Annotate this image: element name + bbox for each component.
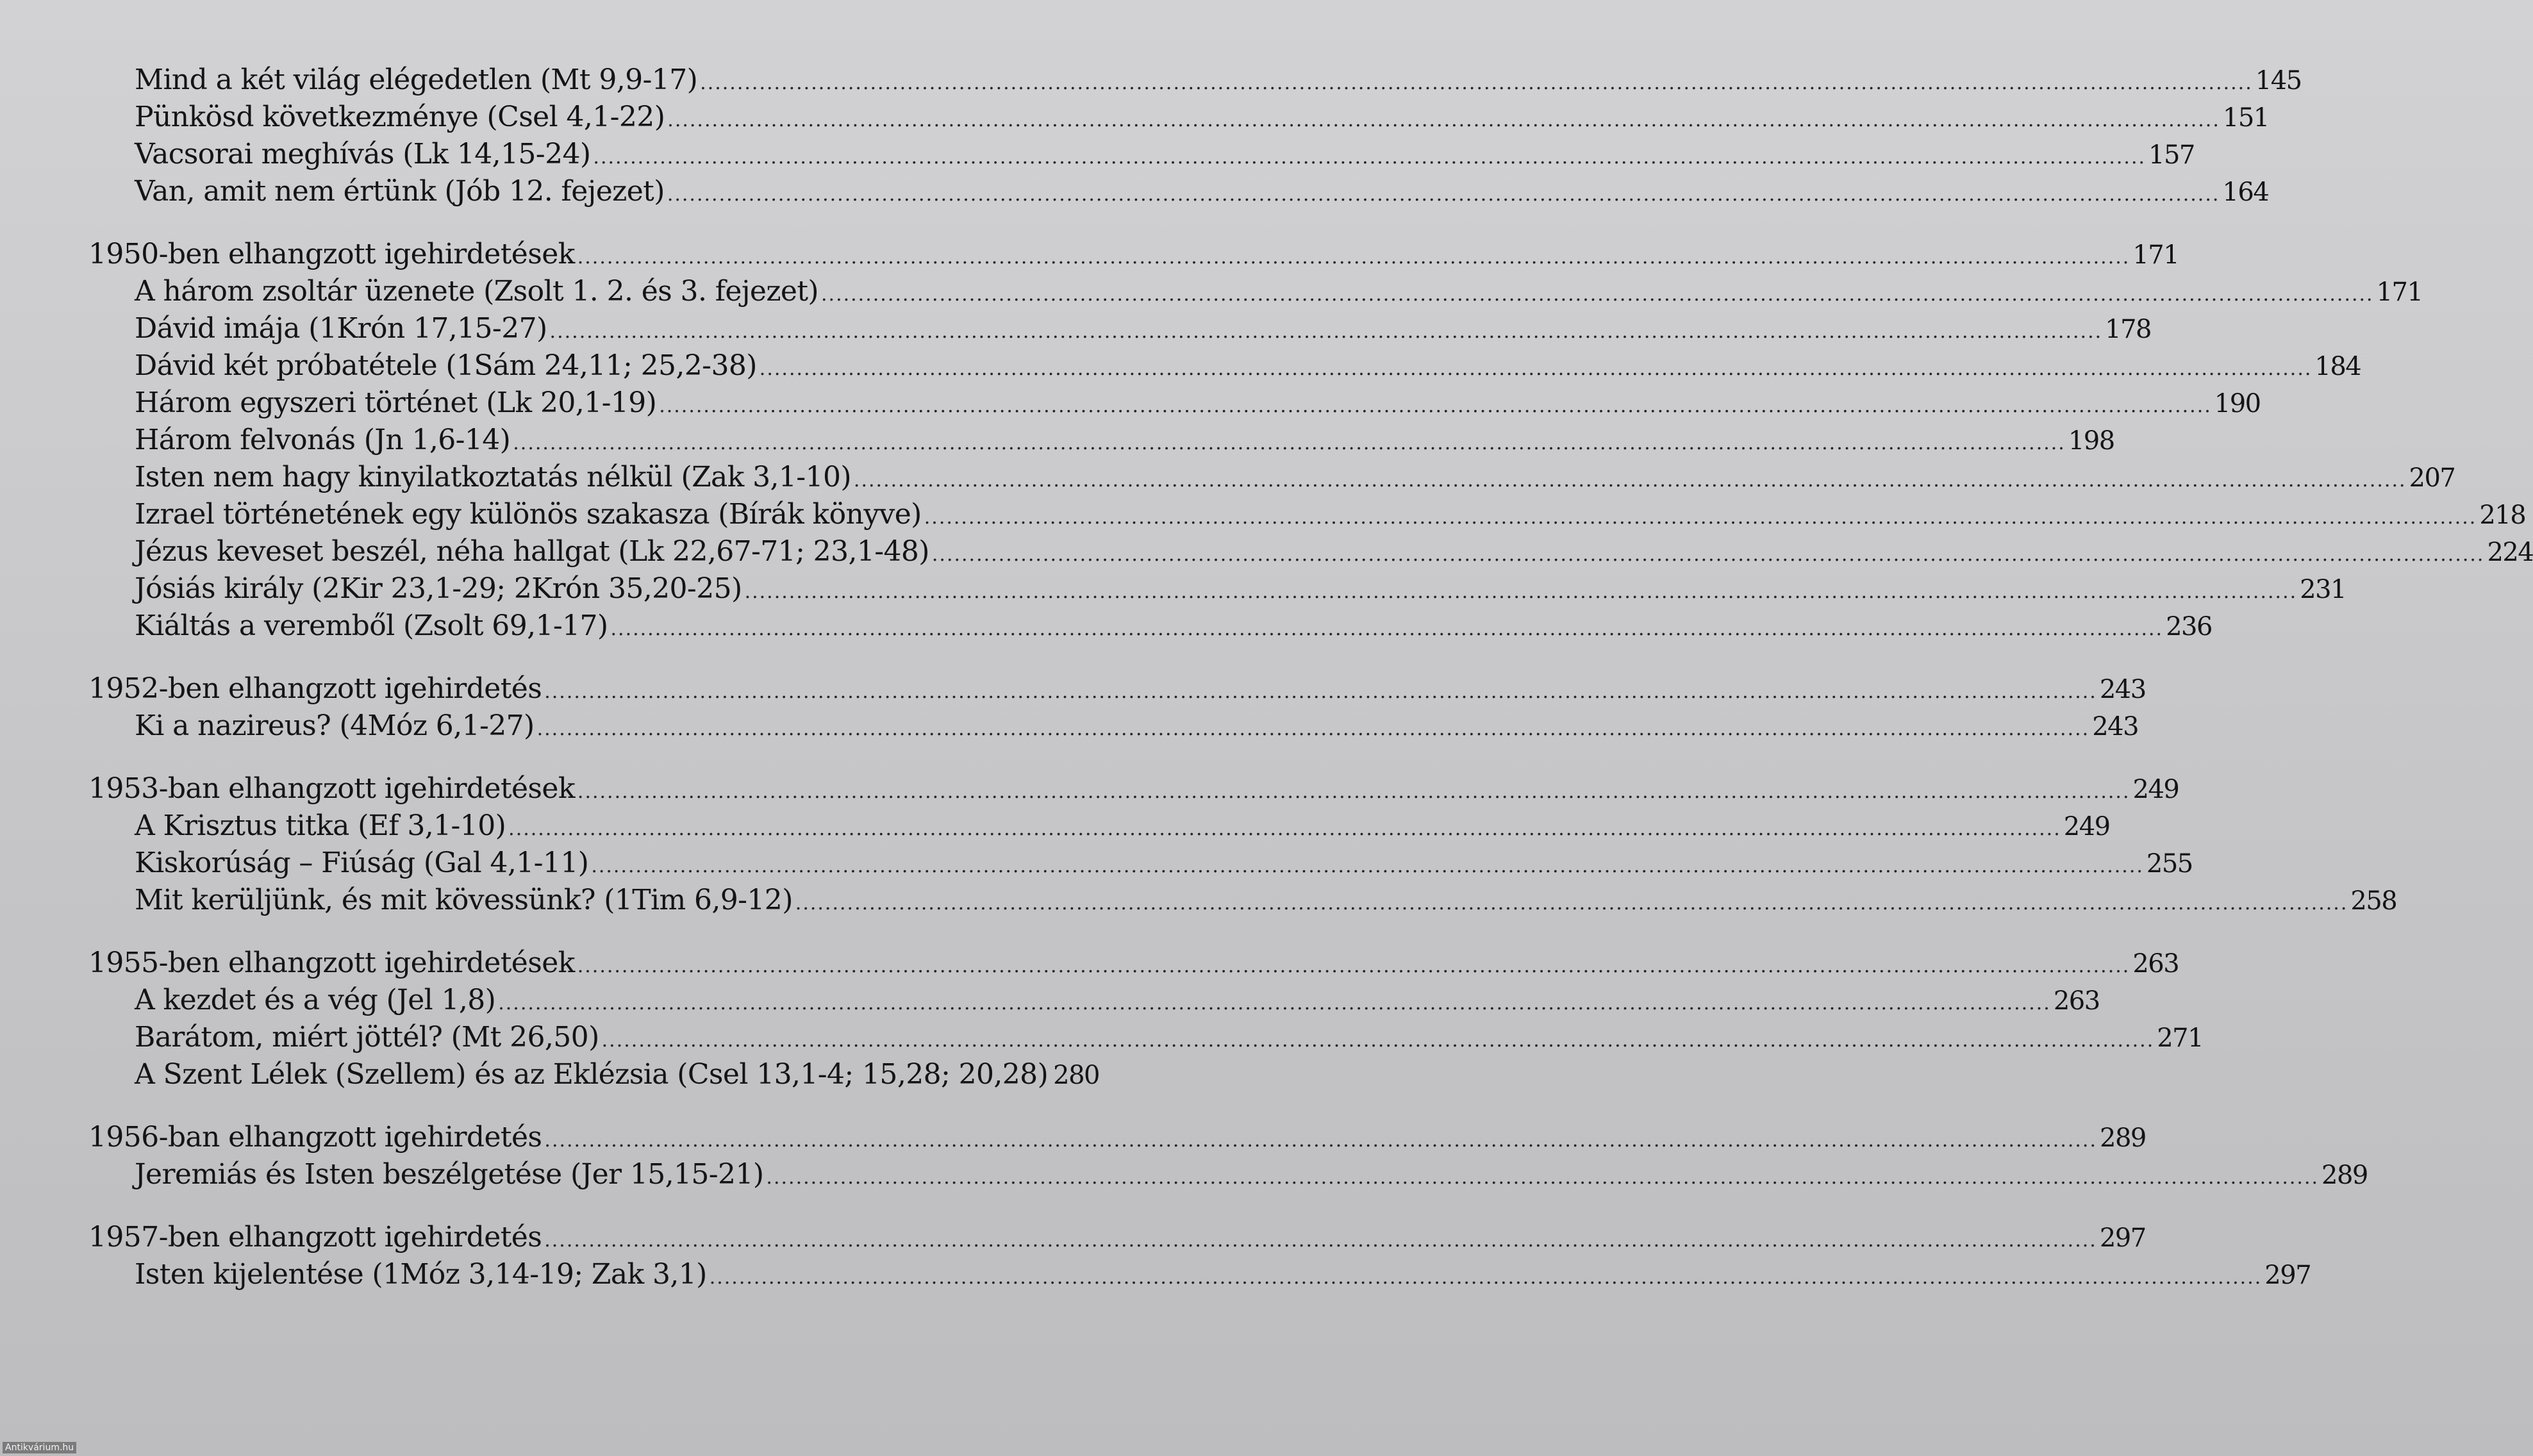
entry-title: Ki a nazireus? (4Móz 6,1-27) <box>135 709 535 742</box>
page-number: 243 <box>2099 675 2146 704</box>
page-number: 190 <box>2214 389 2261 418</box>
section-title: 1956-ban elhangzott igehirdetés <box>88 1121 542 1154</box>
section-title: 1955-ben elhangzott igehirdetések <box>88 947 575 979</box>
dot-leader <box>602 1022 2155 1059</box>
toc-section-heading <box>88 945 2179 982</box>
toc-entry <box>88 99 2269 136</box>
page-number: 157 <box>2148 140 2195 170</box>
dot-leader <box>577 948 2130 985</box>
dot-leader <box>591 848 2144 885</box>
entry-title: Mind a két világ elégedetlen (Mt 9,9-17) <box>135 63 698 96</box>
dot-leader <box>924 499 2477 536</box>
entry-title: Izrael történetének egy különös szakasza (Bírák könyve) <box>135 498 922 531</box>
page-number: 258 <box>2350 886 2397 916</box>
page-number: 171 <box>2376 277 2423 307</box>
entry-title: A Krisztus titka (Ef 3,1-10) <box>135 809 506 842</box>
dot-leader <box>766 1159 2319 1196</box>
dot-leader <box>611 611 2164 648</box>
section-gap <box>88 645 1056 670</box>
entry-title: Három egyszeri történet (Lk 20,1-19) <box>135 386 657 419</box>
toc-section-heading <box>88 770 2179 807</box>
toc-entry <box>88 707 2139 745</box>
page-number: 280 <box>1053 1061 1100 1090</box>
toc-entry <box>88 496 2526 533</box>
page-number: 263 <box>2053 986 2100 1016</box>
dot-leader <box>544 1122 2097 1159</box>
dot-leader <box>854 462 2407 499</box>
toc-entry <box>88 347 2361 385</box>
toc-entry <box>88 1256 2311 1293</box>
entry-title: Kiáltás a veremből (Zsolt 69,1-17) <box>135 609 608 642</box>
dot-leader <box>577 239 2130 276</box>
toc-entry <box>88 459 2455 496</box>
entry-title: Jeremiás és Isten beszélgetése (Jer 15,15-21) <box>135 1158 764 1191</box>
page-number: 184 <box>2314 352 2361 381</box>
toc-entry <box>88 173 2269 210</box>
toc-section-heading <box>88 1119 2146 1156</box>
page-number: 289 <box>2321 1161 2368 1190</box>
entry-title: Jézus keveset beszél, néha hallgat (Lk 22,67-71; 23,1-48) <box>135 535 929 568</box>
page-number: 249 <box>2132 775 2179 804</box>
entry-title: Pünkösd következménye (Csel 4,1-22) <box>135 101 665 133</box>
page-number: 243 <box>2092 712 2139 741</box>
page-number: 224 <box>2487 538 2533 567</box>
page-number: 289 <box>2100 1123 2146 1153</box>
dot-leader <box>932 536 2485 574</box>
dot-leader <box>593 139 2146 176</box>
page-number: 171 <box>2132 240 2179 270</box>
entry-title: A Szent Lélek (Szellem) és az Eklézsia (Csel 13,1-4; 15,28; 20,28) <box>135 1058 1049 1091</box>
toc-entry <box>88 422 2114 459</box>
toc-entry <box>88 570 2346 608</box>
page-number: 297 <box>2099 1223 2146 1253</box>
toc-entry <box>88 273 2423 310</box>
page-number: 145 <box>2255 66 2302 95</box>
page-number: 271 <box>2157 1023 2204 1053</box>
section-gap <box>88 919 1056 945</box>
toc-entry <box>88 533 2533 570</box>
page-number: 249 <box>2063 812 2110 841</box>
dot-leader <box>544 1222 2097 1259</box>
page-number: 151 <box>2222 103 2269 133</box>
page-number: 231 <box>2300 575 2346 604</box>
dot-leader <box>667 102 2220 139</box>
toc-entry <box>88 310 2151 347</box>
toc-section-heading <box>88 1219 2146 1256</box>
toc-section-heading <box>88 670 2146 707</box>
dot-leader <box>710 1259 2263 1296</box>
section-title: 1952-ben elhangzott igehirdetés <box>88 672 542 705</box>
entry-title: Mit kerüljünk, és mit kövessünk? (1Tim 6,9-12) <box>135 884 793 916</box>
dot-leader <box>544 674 2097 711</box>
entry-title: A kezdet és a vég (Jel 1,8) <box>135 984 496 1016</box>
dot-leader <box>498 985 2051 1022</box>
page-number: 255 <box>2146 849 2193 879</box>
entry-title: Isten kijelentése (1Móz 3,14-19; Zak 3,1) <box>135 1258 707 1291</box>
page-number: 198 <box>2068 426 2114 456</box>
dot-leader <box>667 176 2220 213</box>
toc-entry <box>88 136 2195 173</box>
watermark: Antikvárium.hu <box>3 1442 76 1453</box>
toc-entry <box>88 62 2302 99</box>
dot-leader <box>577 774 2130 811</box>
entry-title: Dávid imája (1Krón 17,15-27) <box>135 312 547 345</box>
dot-leader <box>550 313 2103 351</box>
dot-leader <box>821 276 2374 313</box>
section-title: 1953-ban elhangzott igehirdetések <box>88 772 575 805</box>
toc-entry <box>88 807 2110 845</box>
dot-leader <box>537 711 2090 748</box>
dot-leader <box>513 425 2066 462</box>
page-number: 207 <box>2409 463 2455 493</box>
entry-title: A három zsoltár üzenete (Zsolt 1. 2. és 3. fejezet) <box>135 275 818 308</box>
page-number: 178 <box>2105 315 2151 344</box>
toc-section-heading <box>88 236 2179 273</box>
dot-leader <box>508 811 2061 848</box>
dot-leader <box>760 351 2313 388</box>
toc-entry <box>88 608 2212 645</box>
section-title: 1950-ben elhangzott igehirdetések <box>88 238 575 270</box>
page-number: 297 <box>2264 1261 2311 1290</box>
toc-entry <box>88 882 2397 919</box>
toc-entry <box>88 845 2193 882</box>
table-of-contents <box>88 62 2533 1293</box>
section-gap <box>88 1093 1056 1119</box>
entry-title: Dávid két próbatétele (1Sám 24,11; 25,2-38) <box>135 349 757 382</box>
entry-title: Barátom, miért jöttél? (Mt 26,50) <box>135 1021 599 1054</box>
page-number: 236 <box>2166 612 2212 641</box>
section-gap <box>88 1193 1056 1219</box>
entry-title: Vacsorai meghívás (Lk 14,15-24) <box>135 138 591 170</box>
entry-title: Kiskorúság – Fiúság (Gal 4,1-11) <box>135 847 589 879</box>
dot-leader <box>659 388 2212 425</box>
toc-entry <box>88 1019 2204 1056</box>
entry-title: Van, amit nem értünk (Jób 12. fejezet) <box>135 175 665 208</box>
toc-entry <box>88 1156 2368 1193</box>
toc-entry <box>88 1056 1100 1093</box>
page-number: 263 <box>2132 949 2179 979</box>
section-gap <box>88 745 1056 770</box>
page-number: 218 <box>2479 500 2526 530</box>
section-gap <box>88 210 1056 236</box>
dot-leader <box>700 65 2253 102</box>
dot-leader <box>745 574 2298 611</box>
toc-entry <box>88 385 2261 422</box>
section-title: 1957-ben elhangzott igehirdetés <box>88 1221 542 1253</box>
page-number: 164 <box>2222 178 2269 207</box>
entry-title: Jósiás király (2Kir 23,1-29; 2Krón 35,20-25) <box>135 572 742 605</box>
toc-entry <box>88 982 2100 1019</box>
entry-title: Isten nem hagy kinyilatkoztatás nélkül (Zak 3,1-10) <box>135 461 851 493</box>
dot-leader <box>795 885 2348 922</box>
entry-title: Három felvonás (Jn 1,6-14) <box>135 424 511 456</box>
